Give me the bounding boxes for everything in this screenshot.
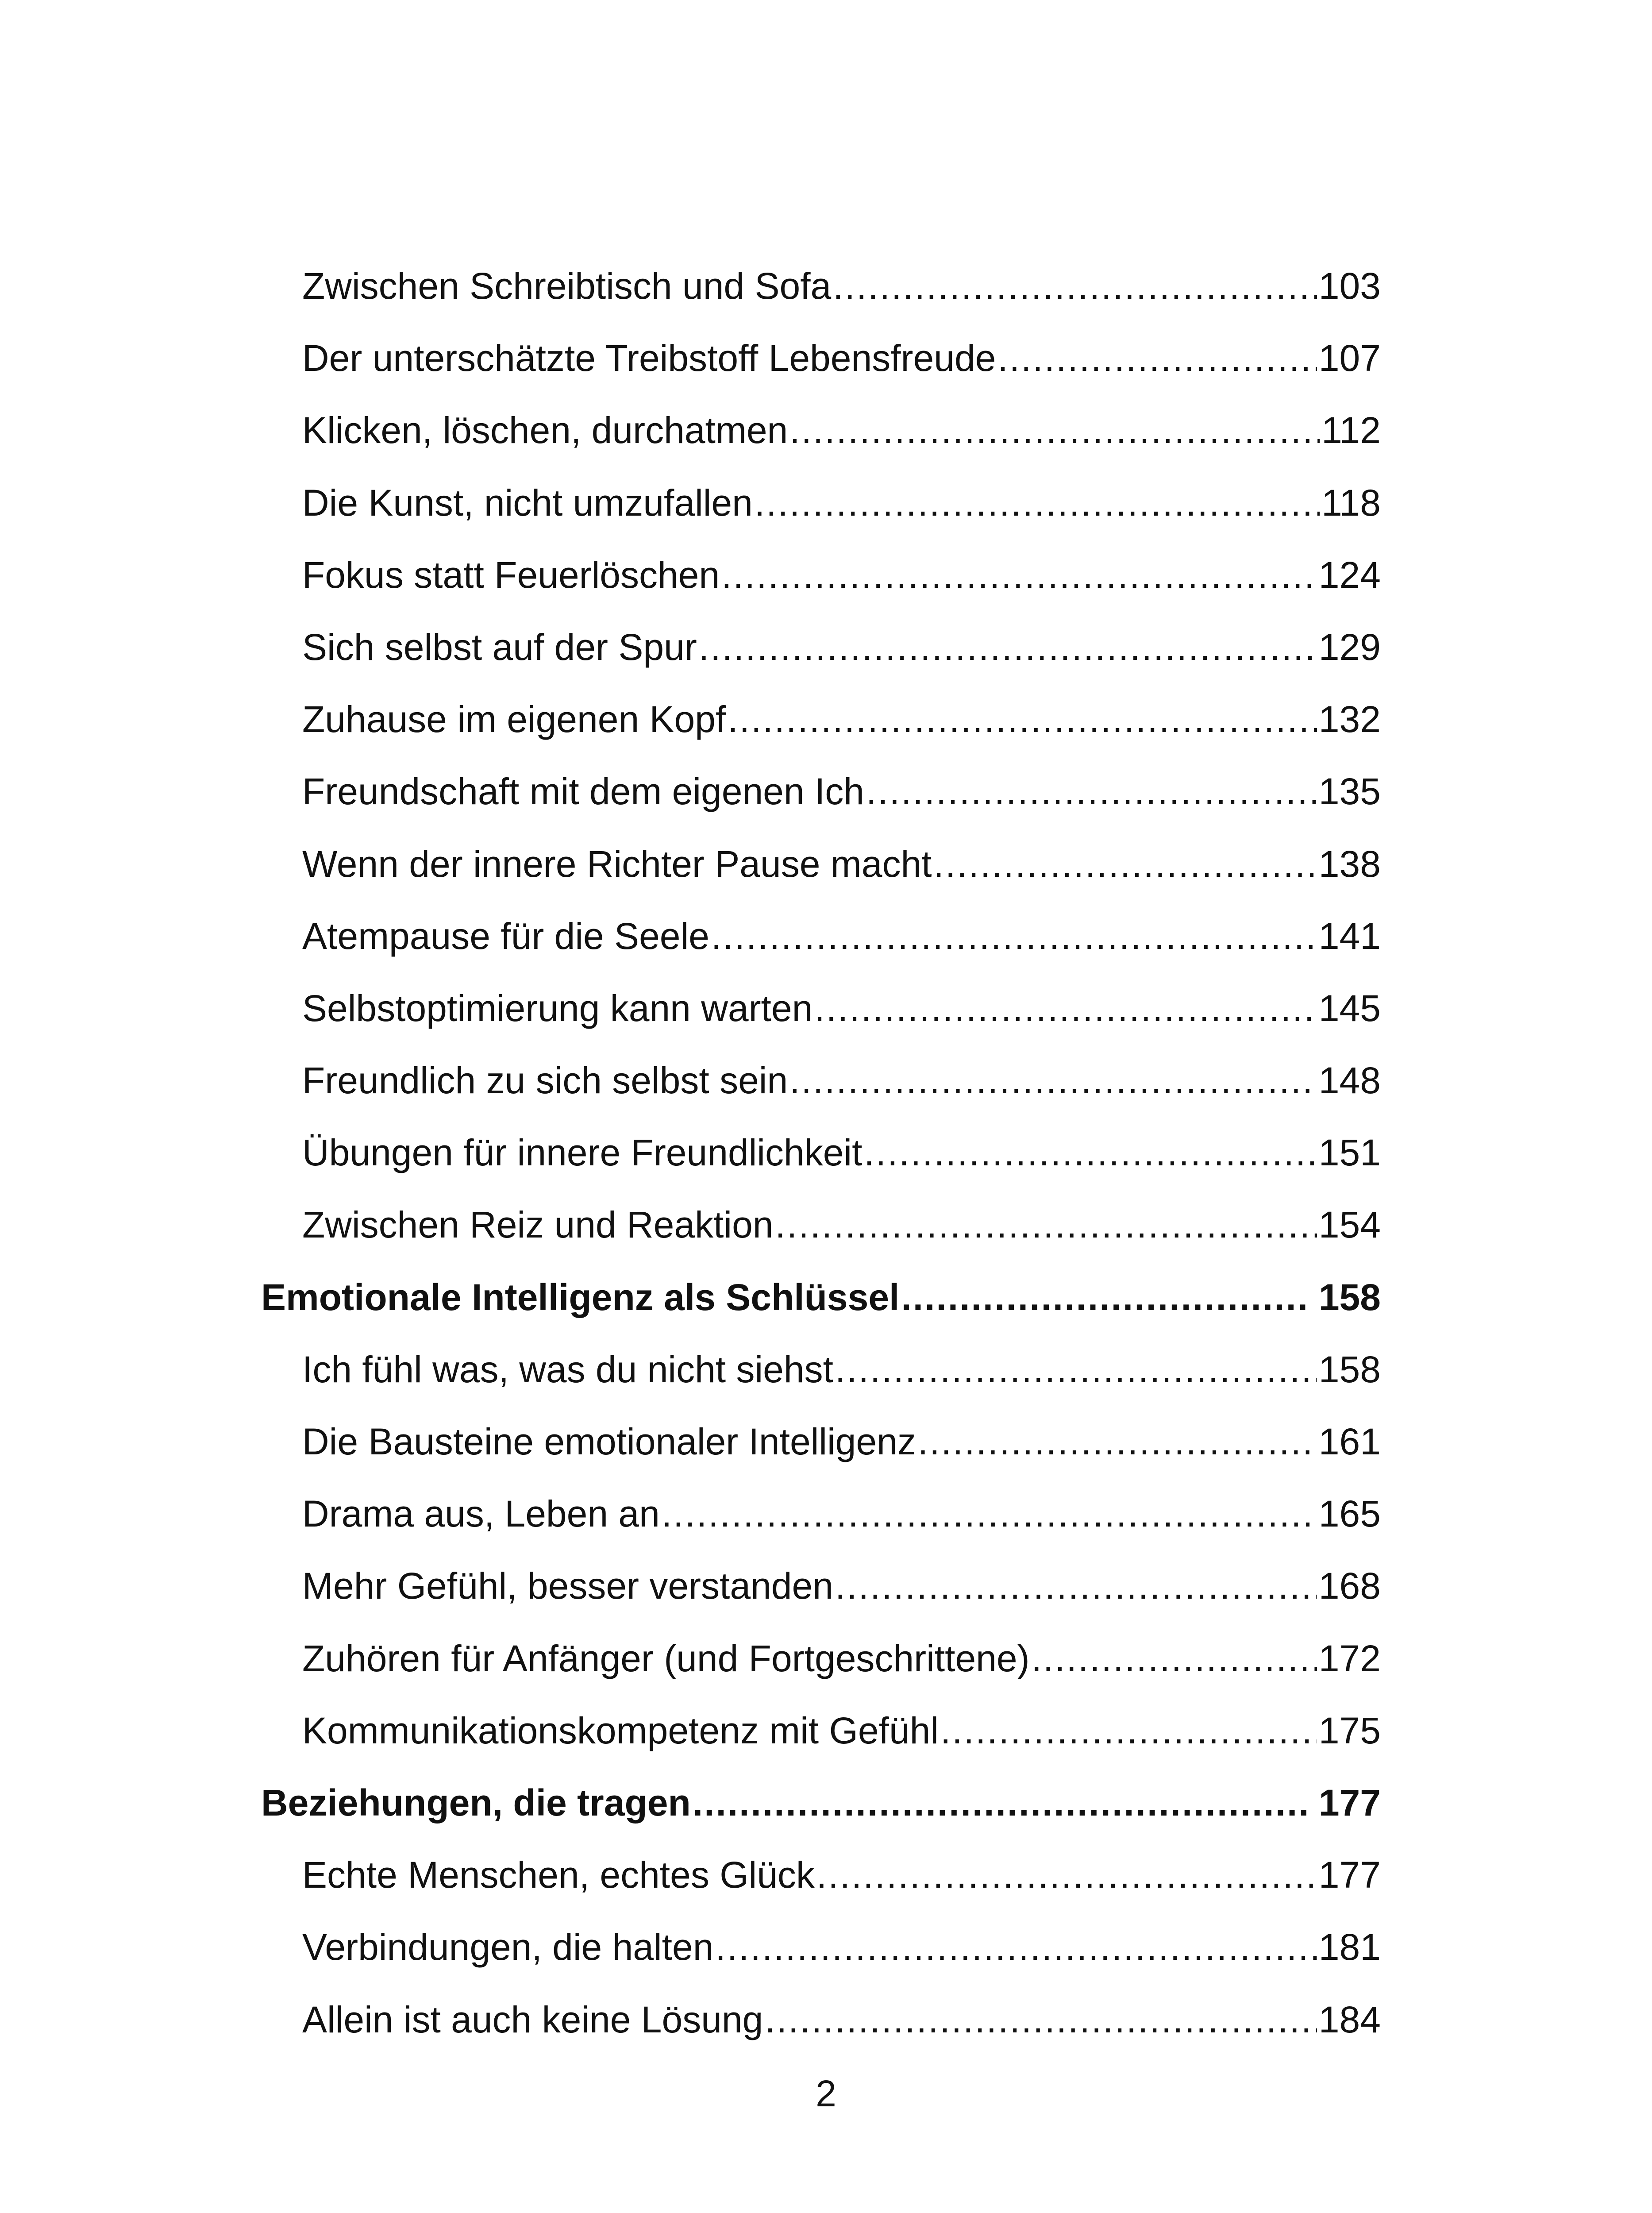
toc-entry-title: Mehr Gefühl, besser verstanden	[302, 1565, 833, 1607]
toc-entry-title: Kommunikationskompetenz mit Gefühl	[302, 1709, 939, 1751]
toc-dot-leader	[835, 1334, 1317, 1406]
toc-entry-title: Der unterschätzte Treibstoff Lebensfreude	[302, 337, 996, 379]
toc-entry-title: Ich fühl was, was du nicht siehst	[302, 1348, 833, 1390]
toc-entry[interactable]	[261, 250, 1381, 322]
toc-entry-title: Fokus statt Feuerlöschen	[302, 554, 720, 596]
toc-entry[interactable]	[261, 1045, 1381, 1117]
toc-entry-page: 124	[1318, 554, 1381, 596]
toc-entry-page: 103	[1318, 265, 1381, 307]
page-number: 2	[816, 2073, 836, 2114]
toc-entry[interactable]	[261, 467, 1381, 539]
toc-dot-leader	[693, 1767, 1307, 1839]
toc-entry-page: 107	[1318, 337, 1381, 379]
toc-dot-leader	[997, 322, 1317, 394]
toc-entry[interactable]	[261, 1334, 1381, 1406]
toc-chapter-entry[interactable]	[261, 1261, 1381, 1334]
toc-entry[interactable]	[261, 1695, 1381, 1767]
toc-dot-leader	[816, 1839, 1317, 1911]
toc-entry-title: Zuhören für Anfänger (und Fortgeschrittene)	[302, 1637, 1030, 1679]
toc-entry-page: 181	[1318, 1926, 1381, 1968]
toc-chapter-page: 177	[1318, 1781, 1381, 1824]
toc-dot-leader	[864, 1117, 1317, 1189]
toc-chapter-title: Emotionale Intelligenz als Schlüssel	[261, 1276, 900, 1318]
toc-entry[interactable]	[261, 900, 1381, 972]
toc-dot-leader	[775, 1189, 1317, 1261]
toc-entry-page: 141	[1318, 915, 1381, 957]
toc-entry-page: 161	[1318, 1421, 1381, 1462]
toc-chapter-entry[interactable]	[261, 1767, 1381, 1839]
toc-dot-leader	[711, 900, 1317, 972]
toc-dot-leader	[765, 1984, 1317, 2056]
toc-entry-page: 118	[1321, 482, 1381, 524]
toc-entry-title: Sich selbst auf der Spur	[302, 626, 697, 668]
toc-entry-page: 151	[1318, 1132, 1381, 1174]
toc-dot-leader	[789, 1045, 1317, 1117]
toc-dot-leader	[715, 1911, 1317, 1983]
toc-entry[interactable]	[261, 683, 1381, 756]
toc-entry-page: 165	[1318, 1493, 1381, 1535]
toc-entry-page: 158	[1318, 1348, 1381, 1390]
toc-dot-leader	[814, 972, 1317, 1045]
toc-entry-title: Klicken, löschen, durchatmen	[302, 409, 788, 451]
toc-entry[interactable]	[261, 1623, 1381, 1695]
toc-entry-page: 154	[1318, 1204, 1381, 1246]
toc-dot-leader	[662, 1478, 1317, 1550]
toc-entry[interactable]	[261, 756, 1381, 828]
toc-entry-page: 177	[1318, 1854, 1381, 1896]
toc-entry-title: Zuhause im eigenen Kopf	[302, 698, 726, 740]
toc-entry-page: 145	[1318, 987, 1381, 1029]
toc-entry-title: Freundschaft mit dem eigenen Ich	[302, 771, 865, 813]
toc-entry-page: 129	[1318, 626, 1381, 668]
toc-dot-leader	[1032, 1623, 1317, 1695]
toc-entry-title: Freundlich zu sich selbst sein	[302, 1060, 788, 1102]
toc-dot-leader	[789, 394, 1320, 467]
toc-dot-leader	[934, 828, 1317, 900]
toc-entry-page: 135	[1318, 771, 1381, 813]
toc-chapter-title: Beziehungen, die tragen	[261, 1781, 691, 1824]
toc-entry[interactable]	[261, 539, 1381, 611]
toc-entry-title: Drama aus, Leben an	[302, 1493, 660, 1535]
toc-entry-title: Echte Menschen, echtes Glück	[302, 1854, 815, 1896]
toc-entry-page: 168	[1318, 1565, 1381, 1607]
toc-entry-title: Wenn der innere Richter Pause macht	[302, 843, 932, 885]
toc-entry-page: 112	[1321, 409, 1381, 451]
toc-entry-title: Zwischen Reiz und Reaktion	[302, 1204, 774, 1246]
toc-entry-page: 175	[1318, 1709, 1381, 1751]
toc-dot-leader	[728, 683, 1317, 756]
toc-entry-title: Die Kunst, nicht umzufallen	[302, 482, 753, 524]
toc-dot-leader	[699, 611, 1317, 683]
toc-dot-leader	[866, 756, 1317, 828]
toc-entry-page: 132	[1318, 698, 1381, 740]
toc-dot-leader	[755, 467, 1320, 539]
toc-entry[interactable]	[261, 972, 1381, 1045]
toc-dot-leader	[721, 539, 1317, 611]
toc-entry-title: Übungen für innere Freundlichkeit	[302, 1132, 863, 1174]
toc-entry[interactable]	[261, 1839, 1381, 1911]
table-of-contents	[261, 250, 1381, 2056]
toc-entry[interactable]	[261, 1478, 1381, 1550]
toc-dot-leader	[833, 250, 1317, 322]
toc-entry[interactable]	[261, 1911, 1381, 1983]
toc-entry-title: Selbstoptimierung kann warten	[302, 987, 813, 1029]
toc-dot-leader	[835, 1550, 1317, 1622]
toc-entry[interactable]	[261, 322, 1381, 394]
toc-entry-title: Die Bausteine emotionaler Intelligenz	[302, 1421, 916, 1462]
toc-entry[interactable]	[261, 1406, 1381, 1478]
toc-entry-page: 138	[1318, 843, 1381, 885]
toc-dot-leader	[918, 1406, 1317, 1478]
toc-chapter-page: 158	[1318, 1276, 1381, 1318]
toc-entry[interactable]	[261, 1550, 1381, 1622]
toc-entry-page: 184	[1318, 1998, 1381, 2040]
toc-entry-title: Atempause für die Seele	[302, 915, 709, 957]
toc-entry-title: Zwischen Schreibtisch und Sofa	[302, 265, 832, 307]
toc-entry-title: Verbindungen, die halten	[302, 1926, 714, 1968]
toc-entry[interactable]	[261, 394, 1381, 467]
toc-entry-page: 148	[1318, 1060, 1381, 1102]
toc-entry[interactable]	[261, 611, 1381, 683]
toc-entry-title: Allein ist auch keine Lösung	[302, 1998, 763, 2040]
toc-dot-leader	[901, 1261, 1307, 1334]
toc-entry[interactable]	[261, 828, 1381, 900]
toc-entry[interactable]	[261, 1984, 1381, 2056]
toc-entry[interactable]	[261, 1117, 1381, 1189]
toc-entry-page: 172	[1318, 1637, 1381, 1679]
toc-dot-leader	[940, 1695, 1317, 1767]
toc-entry[interactable]	[261, 1189, 1381, 1261]
